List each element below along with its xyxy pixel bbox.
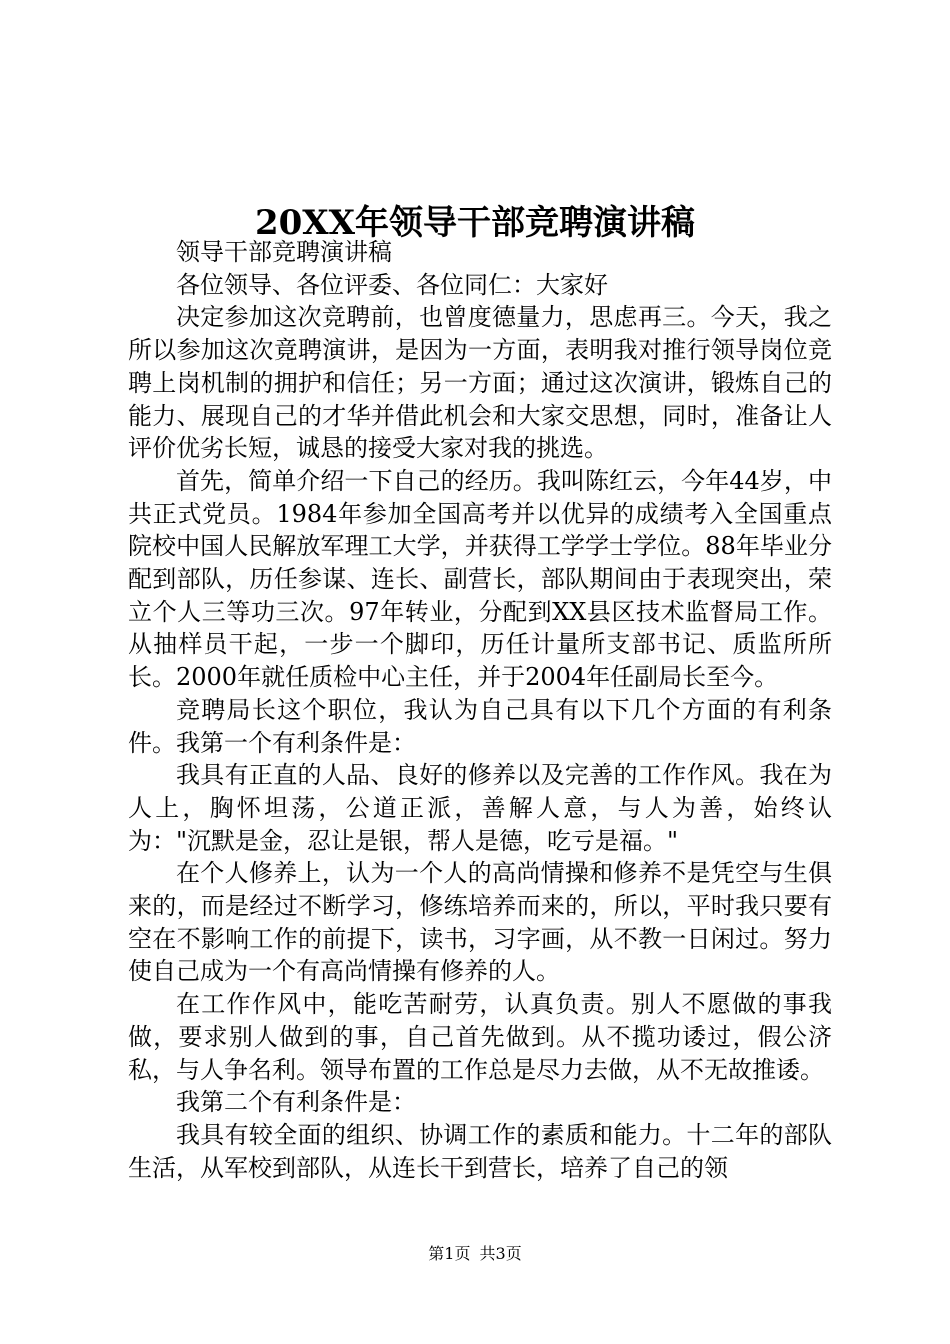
- document-title: 20XX年领导干部竞聘演讲稿: [254, 202, 696, 243]
- page-footer: [0, 1244, 950, 1265]
- paragraph-subtitle: 领导干部竞聘演讲稿: [176, 238, 392, 266]
- paragraph-greeting: 各位领导、各位评委、各位同仁：大家好: [176, 270, 608, 299]
- paragraph: 我具有正直的人品、良好的修养以及完善的工作作风。我在为人上，胸怀坦荡，公道正派，善解人意，与人为善，始终认为："沉默是金，忍让是银，帮人是德，吃亏是福。": [128, 761, 832, 855]
- page-number: 第1页: [428, 1244, 471, 1263]
- paragraph: 决定参加这次竞聘前，也曾度德量力，思虑再三。今天，我之所以参加这次竟聘演讲，是因为一方面，表明我对推行领导岗位竞聘上岗机制的拥护和信任；另一方面；通过这次演讲，锻炼自己的能力、展现自己的才华并借此机会和大家交思想，同时，准备让人评价优劣长短，诚恳的接受大家对我的挑选。: [128, 303, 832, 463]
- paragraph: 在工作作风中，能吃苦耐劳，认真负责。别人不愿做的事我做，要求别人做到的事，自己首先做到。从不揽功诿过，假公济私，与人争名利。领导布置的工作总是尽力去做，从不无故推诿。: [128, 990, 832, 1084]
- paragraph: 我第二个有利条件是：: [176, 1088, 416, 1117]
- paragraph: 首先，简单介绍一下自己的经历。我叫陈红云，今年44岁，中共正式党员。1984年参加全国高考并以优异的成绩考入全国重点院校中国人民解放军理工大学，并获得工学学士学位。88年毕业分配到部队，历任参谋、连长、副营长，部队期间由于表现突出，荣立个人三等功三次。97年转业，分配到XX县区技术监督局工作。从抽样员干起，一步一个脚印，历任计量所支部书记、质监所所长。2000年就任质检中心主任，并于2004年任副局长至今。: [128, 466, 832, 692]
- paragraph: 竞聘局长这个职位，我认为自己具有以下几个方面的有利条件。我第一个有利条件是：: [128, 695, 832, 757]
- paragraph: 我具有较全面的组织、协调工作的素质和能力。十二年的部队生活，从军校到部队，从连长干到营长，培养了自己的领: [128, 1120, 832, 1182]
- page-total: 共3页: [479, 1244, 522, 1263]
- document-body: [128, 236, 832, 1184]
- paragraph: 在个人修养上，认为一个人的高尚情操和修养不是凭空与生俱来的，而是经过不断学习，修练培养而来的，所以，平时我只要有空在不影响工作的前提下，读书，习字画，从不教一日闲过。努力使自己成为一个有高尚情操有修养的人。: [128, 859, 832, 986]
